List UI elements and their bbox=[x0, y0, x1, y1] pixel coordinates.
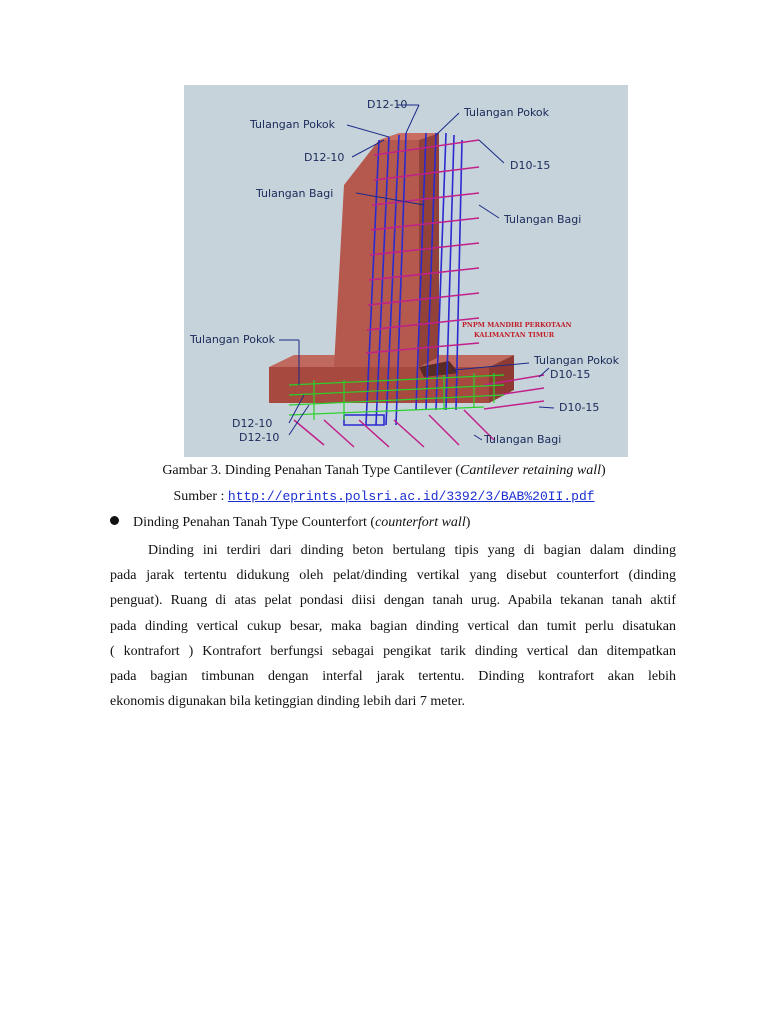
paragraph-line: Dinding ini terdiri dari dinding beton bertulang tipis yang di bagian dalam dinding bbox=[148, 543, 676, 558]
figure-caption bbox=[0, 463, 768, 479]
paragraph-line: ( kontrafort ) Kontrafort berfungsi sebagai pengikat tarik dinding vertical dan ditempatkan bbox=[110, 643, 676, 659]
bullet-prefix: Dinding Penahan Tanah Type Counterfort ( bbox=[133, 515, 376, 530]
retaining-wall-figure bbox=[184, 85, 628, 457]
paragraph-line: pada jarak tertentu didukung oleh pelat/dinding vertikal yang disebut counterfort (dinding bbox=[110, 568, 676, 584]
label-d10-15-right-1: D10-15 bbox=[550, 368, 591, 381]
label-d10-15-top: D10-15 bbox=[510, 159, 551, 172]
paragraph-line: pada dinding vertical cukup besar, maka bagian dinding vertical dan tumit perlu disatukan bbox=[110, 618, 676, 634]
label-d10-15-right-2: D10-15 bbox=[559, 401, 600, 414]
label-tulangan-pokok-right-bottom: Tulangan Pokok bbox=[534, 354, 620, 367]
label-tulangan-bagi-bottom: Tulangan Bagi bbox=[484, 433, 562, 446]
body-paragraph bbox=[110, 538, 676, 714]
label-d12-10-top: D12-10 bbox=[367, 98, 408, 111]
caption-prefix: Gambar 3. Dinding Penahan Tanah Type Cantilever ( bbox=[162, 463, 460, 478]
label-d12-10-mid: D12-10 bbox=[304, 151, 345, 164]
source-label: Sumber : bbox=[173, 489, 228, 504]
label-tulangan-pokok-left-bottom: Tulangan Pokok bbox=[190, 333, 276, 346]
wall-stem bbox=[334, 140, 419, 367]
label-d12-10-bottom-1: D12-10 bbox=[232, 417, 273, 430]
caption-suffix: ) bbox=[601, 463, 606, 478]
bullet-dot bbox=[110, 516, 119, 525]
source-line bbox=[0, 489, 768, 505]
label-tulangan-pokok-left-top: Tulangan Pokok bbox=[250, 118, 336, 131]
bullet-item bbox=[110, 515, 680, 531]
bullet-italic: counterfort wall bbox=[375, 515, 466, 530]
watermark-line-1: PNPM MANDIRI PERKOTAAN bbox=[462, 321, 572, 329]
paragraph-line: penguat). Ruang di atas pelat pondasi diisi dengan tanah urug. Apabila tekanan tanah aktif bbox=[110, 593, 676, 609]
watermark-line-2: KALIMANTAN TIMUR bbox=[474, 331, 555, 339]
paragraph-line: ekonomis digunakan bila ketinggian dinding lebih dari 7 meter. bbox=[110, 694, 465, 710]
bullet-suffix: ) bbox=[465, 515, 471, 530]
label-tulangan-pokok-right-top: Tulangan Pokok bbox=[464, 106, 550, 119]
label-tulangan-bagi-right: Tulangan Bagi bbox=[504, 213, 582, 226]
label-d12-10-bottom-2: D12-10 bbox=[239, 431, 280, 444]
caption-italic: Cantilever retaining wall bbox=[459, 463, 602, 478]
retaining-wall-illustration bbox=[184, 85, 628, 457]
label-tulangan-bagi-left: Tulangan Bagi bbox=[256, 187, 334, 200]
paragraph-line: pada bagian timbunan dengan interfal jarak tertentu. Dinding kontrafort akan lebih bbox=[110, 669, 676, 685]
source-link[interactable]: http://eprints.polsri.ac.id/3392/3/BAB%20II.pdf bbox=[227, 489, 595, 504]
